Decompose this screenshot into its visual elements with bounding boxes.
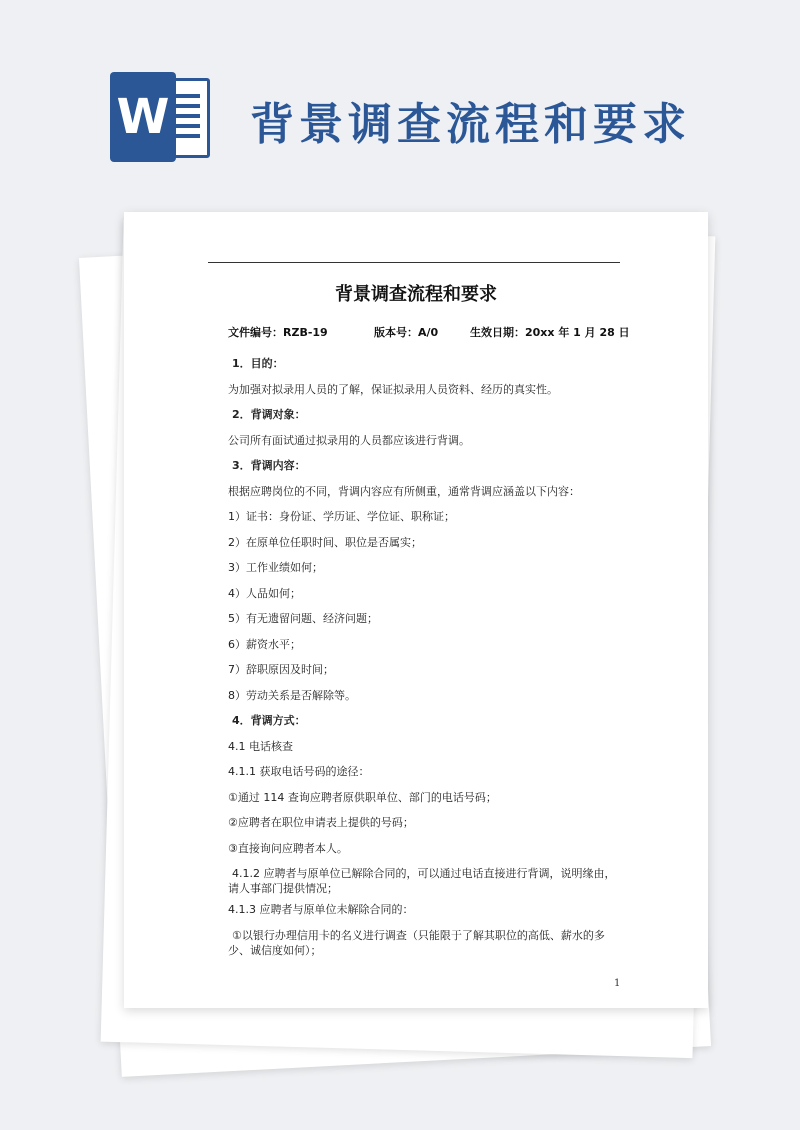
subsection-heading: 4.1.3 应聘者与原单位未解除合同的： bbox=[228, 903, 414, 916]
document-body bbox=[228, 356, 624, 964]
banner bbox=[0, 0, 800, 210]
document-title: 背景调查流程和要求 bbox=[335, 284, 497, 305]
document-content bbox=[124, 212, 708, 1008]
list-item: 1）证书：身份证、学历证、学位证、职称证； bbox=[228, 510, 455, 523]
header-rule bbox=[208, 262, 620, 263]
list-item: 3）工作业绩如何； bbox=[228, 561, 323, 574]
section-heading: 3．背调内容： bbox=[232, 459, 306, 472]
banner-title: 背景调查流程和要求 bbox=[250, 99, 691, 150]
word-document-icon bbox=[110, 72, 214, 162]
list-item: ③直接询问应聘者本人。 bbox=[228, 841, 348, 855]
paragraph: 为加强对拟录用人员的了解，保证拟录用人员资料、经历的真实性。 bbox=[228, 382, 558, 396]
list-item: 8）劳动关系是否解除等。 bbox=[228, 688, 356, 702]
paragraph: 根据应聘岗位的不同，背调内容应有所侧重，通常背调应涵盖以下内容： bbox=[228, 484, 580, 498]
section-heading: 2．背调对象： bbox=[232, 408, 306, 421]
word-icon-letter: W bbox=[110, 72, 176, 162]
page-number: 1 bbox=[614, 978, 621, 989]
list-item: 7）辞职原因及时间； bbox=[228, 663, 334, 676]
subsection-heading: 4.1 电话核查 bbox=[228, 739, 293, 753]
version-number: 版本号：A/0 bbox=[374, 326, 439, 339]
list-item: 2）在原单位任职时间、职位是否属实； bbox=[228, 535, 422, 549]
file-number: 文件编号：RZB-19 bbox=[228, 326, 328, 339]
section-heading: 4．背调方式： bbox=[232, 714, 306, 727]
list-item: ①以银行办理信用卡的名义进行调查（只能限于了解其职位的高低、薪水的多少、诚信度如何）； bbox=[228, 928, 605, 957]
subsection-heading: 4.1.1 获取电话号码的途径： bbox=[228, 765, 370, 778]
list-item: 4）人品如何； bbox=[228, 586, 301, 600]
effective-date: 生效日期：20xx 年 1 月 28 日 bbox=[470, 326, 630, 339]
list-item: 5）有无遗留问题、经济问题； bbox=[228, 612, 378, 625]
section-heading: 1．目的： bbox=[232, 357, 284, 370]
list-item: 6）薪资水平； bbox=[228, 637, 301, 651]
paragraph: 4.1.2 应聘者与原单位已解除合同的，可以通过电话直接进行背调，说明缘由，请人事部门提供情况； bbox=[228, 867, 616, 895]
paragraph: 公司所有面试通过拟录用的人员都应该进行背调。 bbox=[228, 433, 470, 447]
list-item: ②应聘者在职位申请表上提供的号码； bbox=[228, 816, 414, 829]
list-item: ①通过 114 查询应聘者原供职单位、部门的电话号码； bbox=[228, 790, 497, 804]
